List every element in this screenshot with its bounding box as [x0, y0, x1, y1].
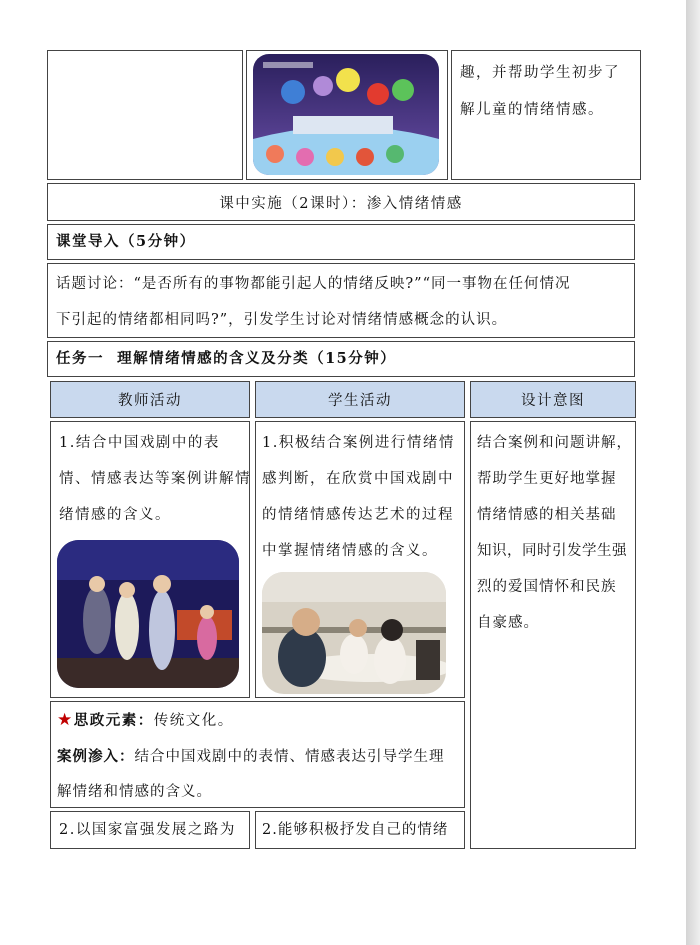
top-middle-cell [246, 50, 448, 180]
ideology-label: 思政元素： [73, 712, 154, 729]
case-label: 案例渗入： [57, 748, 135, 765]
top-right-line-2: 解儿童的情绪情感。 [460, 102, 604, 118]
student-line-4: 中掌握情绪情感的含义。 [262, 543, 438, 559]
design-line-2: 帮助学生更好地掌握 [477, 471, 617, 487]
page-edge-shadow [686, 0, 700, 945]
teacher-line-1: 1.结合中国戏剧中的表 [59, 435, 220, 451]
bottom-student-text: 2.能够积极抒发自己的情绪 [262, 822, 449, 838]
ideology-value: 传统文化。 [153, 713, 234, 729]
bottom-student-cell [255, 811, 465, 849]
header-teacher-activity: 教师活动 [50, 381, 250, 418]
design-line-6: 自豪感。 [477, 615, 539, 631]
intro-body [47, 263, 635, 338]
bottom-teacher-text: 2.以国家富强发展之路为 [59, 822, 236, 838]
design-line-4: 知识，同时引发学生强 [477, 543, 627, 559]
ideology-line [57, 702, 234, 740]
student-activity-cell [255, 421, 465, 698]
bottom-teacher-cell [50, 811, 250, 849]
case-text-1: 结合中国戏剧中的表情、情感表达引导学生理 [134, 749, 445, 765]
intro-line-2: 下引起的情绪都相同吗?”，引发学生讨论对情绪情感概念的认识。 [56, 312, 508, 328]
chinese-opera-photo [57, 540, 239, 688]
student-line-3: 的情绪情感传达艺术的过程 [262, 507, 454, 523]
top-right-cell [451, 50, 641, 180]
top-left-cell [47, 50, 243, 180]
students-discussion-photo [262, 572, 446, 694]
student-line-2: 感判断，在欣赏中国戏剧中 [262, 471, 454, 487]
case-line-1 [57, 738, 445, 776]
section-header: 课中实施（2课时）：渗入情绪情感 [47, 183, 635, 221]
red-star-icon: ★ [57, 710, 74, 730]
intro-line-1: 话题讨论：“是否所有的事物都能引起人的情绪反映?”“同一事物在任何情况 [56, 276, 571, 292]
teacher-line-3: 绪情感的含义。 [59, 507, 171, 523]
task1-title: 任务一 理解情绪情感的含义及分类（15分钟） [47, 341, 635, 377]
teacher-line-2: 情、情感表达等案例讲解情 [59, 471, 251, 487]
design-line-5: 烈的爱国情怀和民族 [477, 579, 617, 595]
student-line-1: 1.积极结合案例进行情绪情 [262, 435, 455, 451]
header-student-activity: 学生活动 [255, 381, 465, 418]
intro-title: 课堂导入（5分钟） [47, 224, 635, 260]
inside-out-movie-poster [253, 54, 439, 175]
header-design-intent: 设计意图 [470, 381, 636, 418]
design-intent-cell [470, 421, 636, 849]
top-right-line-1: 趣，并帮助学生初步了 [460, 65, 620, 81]
design-line-1: 结合案例和问题讲解， [477, 435, 632, 451]
case-line-2: 解情绪和情感的含义。 [57, 784, 212, 800]
design-line-3: 情绪情感的相关基础 [477, 507, 617, 523]
teacher-activity-cell [50, 421, 250, 698]
ideology-cell [50, 701, 465, 808]
